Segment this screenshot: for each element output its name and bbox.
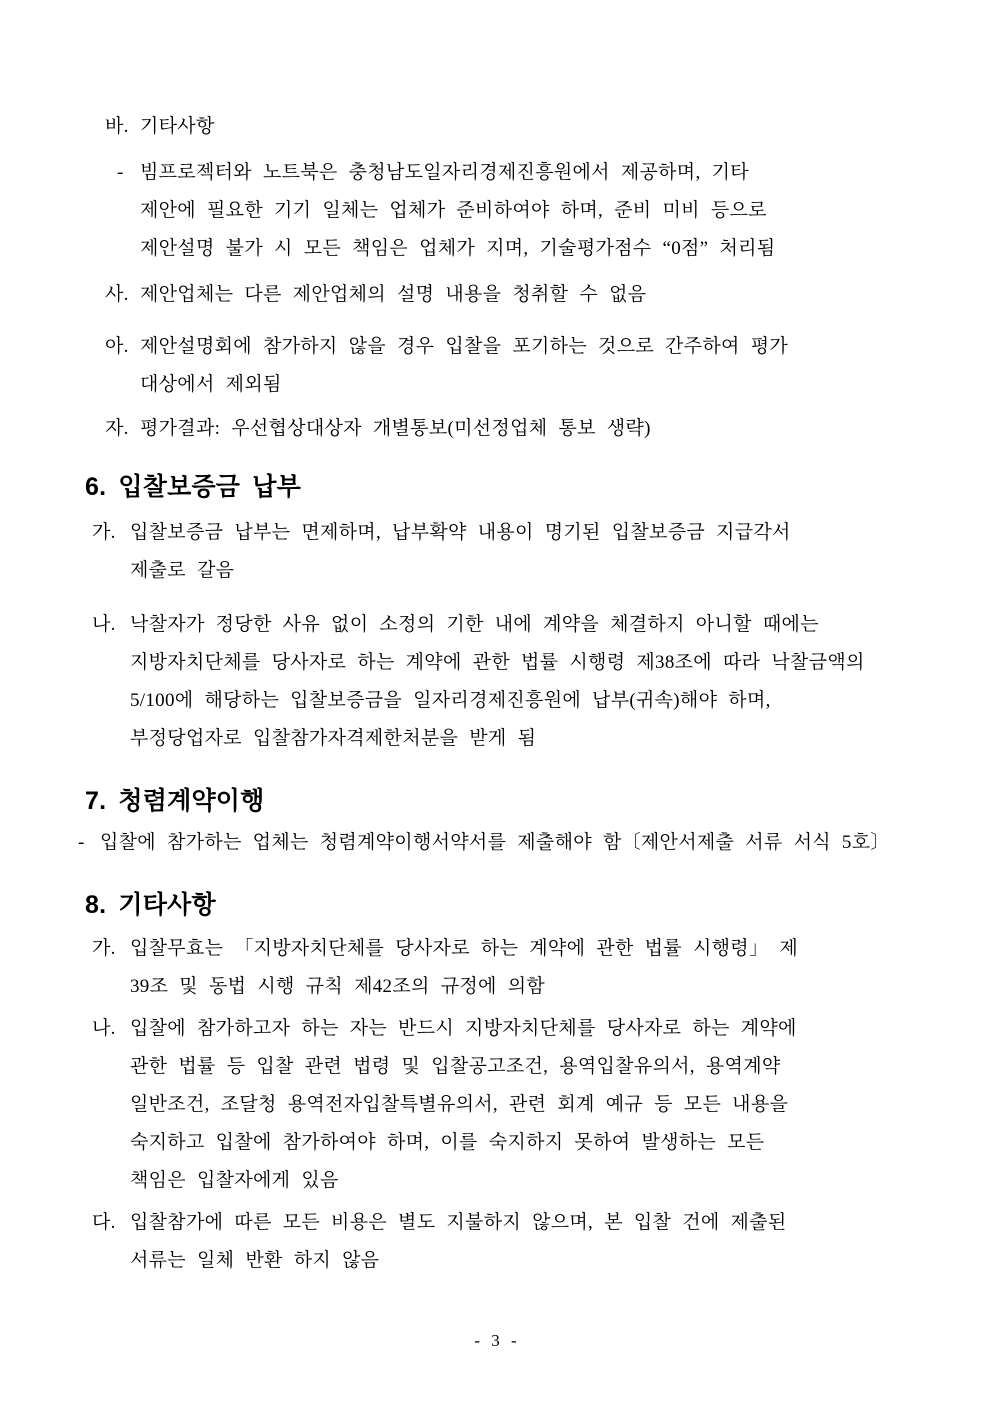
list-item-dash (117, 154, 952, 268)
text-line: 39조 및 동법 시행 규칙 제42조의 규정에 의함 (130, 976, 546, 997)
list-item-ga (92, 930, 952, 1006)
item-label: 사. (105, 284, 129, 305)
text-line: 지방자치단체를 당사자로 하는 계약에 관한 법률 시행령 제38조에 따라 낙찰금액의 (130, 652, 865, 673)
page-number: - 3 - (474, 1331, 518, 1350)
item-label: 나. (92, 1018, 116, 1039)
section-heading-7: 7. 청렴계약이행 (85, 787, 265, 815)
text-line: 빔프로젝터와 노트북은 충청남도일자리경제진흥원에서 제공하며, 기타 (140, 162, 749, 183)
text-line: 입찰참가에 따른 모든 비용은 별도 지불하지 않으며, 본 입찰 건에 제출된 (130, 1212, 787, 1233)
item-label: 가. (92, 522, 116, 543)
text-line: 제안업체는 다른 제안업체의 설명 내용을 청취할 수 없음 (140, 284, 647, 305)
item-label: 아. (105, 336, 129, 357)
section-heading-6: 6. 입찰보증금 납부 (85, 473, 301, 501)
text-line: 일반조건, 조달청 용역전자입찰특별유의서, 관련 회계 예규 등 모든 내용을 (130, 1094, 789, 1115)
list-item-na (92, 1010, 952, 1200)
text-line: 평가결과: 우선협상대상자 개별통보(미선정업체 통보 생략) (140, 418, 651, 439)
list-item-ja (105, 410, 952, 448)
item-label: 가. (92, 938, 116, 959)
text-line: 제안설명 불가 시 모든 책임은 업체가 지며, 기술평가점수 “0점” 처리됨 (140, 238, 776, 259)
dash-bullet: - (78, 832, 85, 853)
dash-bullet: - (117, 162, 124, 183)
text-line: 입찰에 참가하는 업체는 청렴계약이행서약서를 제출해야 함〔제안서제출 서류 서식 5호〕 (100, 832, 890, 853)
list-item-sa (105, 276, 952, 314)
text-line: 제안설명회에 참가하지 않을 경우 입찰을 포기하는 것으로 간주하여 평가 (140, 336, 789, 357)
list-item-da (92, 1204, 952, 1280)
text-line: 입찰보증금 납부는 면제하며, 납부확약 내용이 명기된 입찰보증금 지급각서 (130, 522, 791, 543)
list-item-ga (92, 514, 952, 590)
item-label: 자. (105, 418, 129, 439)
list-item-na (92, 606, 952, 758)
list-item-ba (105, 108, 952, 146)
text-line: 제출로 갈음 (130, 560, 235, 581)
text-line: 입찰무효는 「지방자치단체를 당사자로 하는 계약에 관한 법률 시행령」 제 (130, 938, 798, 959)
text-line: 관한 법률 등 입찰 관련 법령 및 입찰공고조건, 용역입찰유의서, 용역계약 (130, 1056, 781, 1077)
list-item-a (105, 328, 952, 404)
text-line: 입찰에 참가하고자 하는 자는 반드시 지방자치단체를 당사자로 하는 계약에 (130, 1018, 797, 1039)
item-label: 다. (92, 1212, 116, 1233)
list-item-dash (78, 824, 952, 862)
item-label: 나. (92, 614, 116, 635)
text-line: 서류는 일체 반환 하지 않음 (130, 1250, 380, 1271)
text-line: 제안에 필요한 기기 일체는 업체가 준비하여야 하며, 준비 미비 등으로 (140, 200, 767, 221)
item-label: 바. (105, 116, 129, 137)
text-line: 5/100에 해당하는 입찰보증금을 일자리경제진흥원에 납부(귀속)해야 하며, (130, 690, 771, 711)
text-line: 낙찰자가 정당한 사유 없이 소정의 기한 내에 계약을 체결하지 아니할 때에는 (130, 614, 819, 635)
section-heading-8: 8. 기타사항 (85, 891, 216, 919)
text-line: 부정당업자로 입찰참가자격제한처분을 받게 됨 (130, 728, 537, 749)
text-line: 기타사항 (140, 116, 215, 137)
text-line: 책임은 입찰자에게 있음 (130, 1170, 339, 1191)
text-line: 숙지하고 입찰에 참가하여야 하며, 이를 숙지하지 못하여 발생하는 모든 (130, 1132, 765, 1153)
text-line: 대상에서 제외됨 (140, 374, 282, 395)
